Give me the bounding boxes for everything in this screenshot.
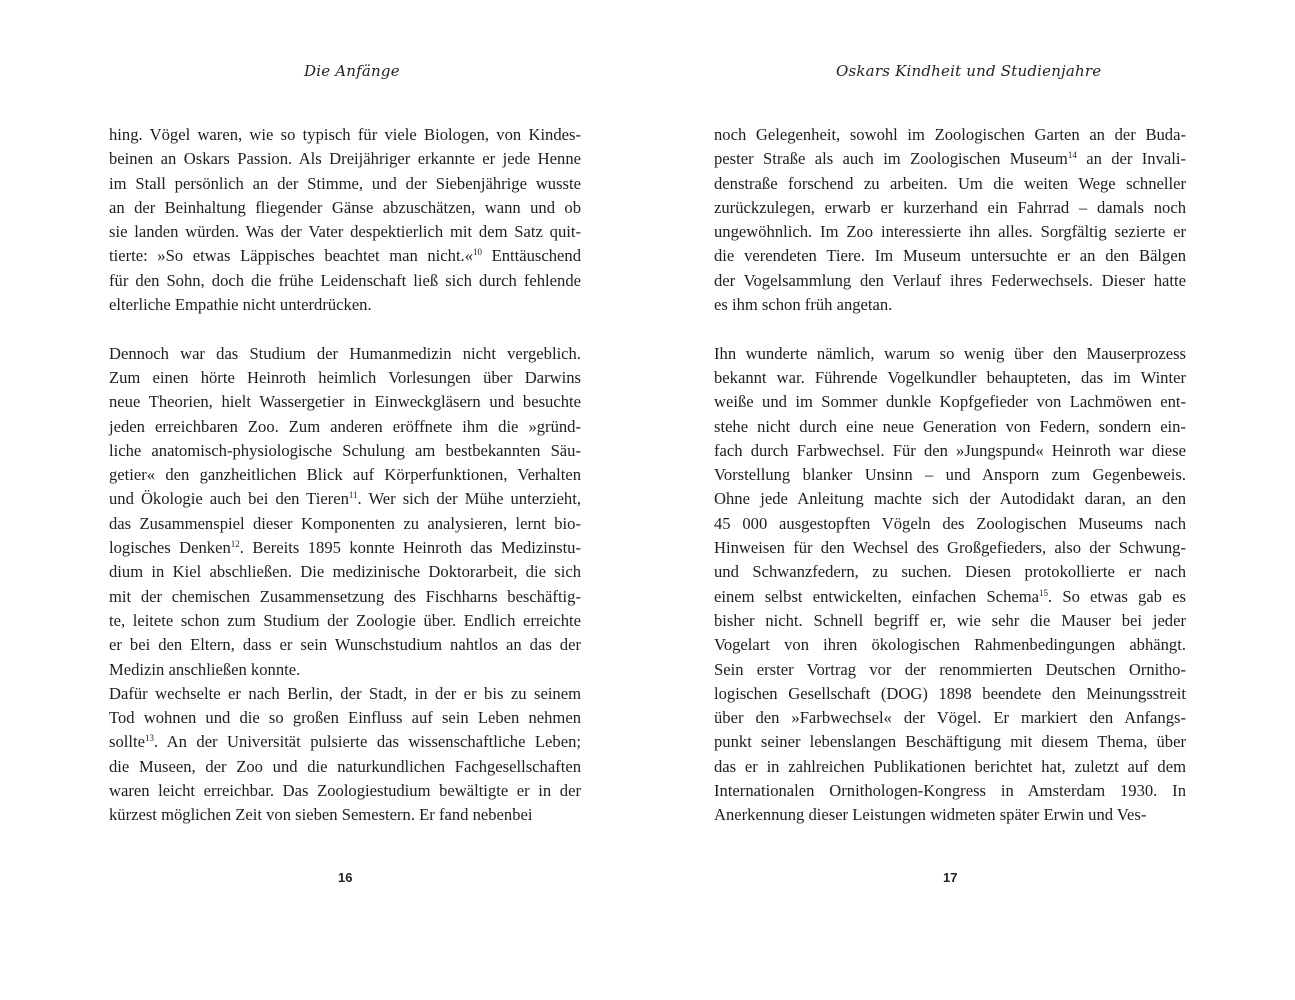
paragraph	[714, 342, 1186, 828]
text-line: logischen Gesellschaft (DOG) 1898 beendete den Meinungsstreit	[714, 683, 1186, 703]
footnote-marker: 11	[348, 490, 358, 501]
text-line: Zum einen hörte Heinroth heimlich Vorlesungen über Darwins	[109, 367, 581, 387]
text-line: im Stall persönlich an der Stimme, und der Siebenjährige wusste	[109, 173, 581, 193]
text-line: stehe nicht durch eine neue Generation von Federn, sondern ein-	[714, 416, 1186, 436]
text-line: mit der chemischen Zusammensetzung des Fischharns beschäftig-	[109, 586, 581, 606]
text-line: sollte$^{13}$. An der Universität pulsierte das wissenschaftliche Leben;	[109, 732, 581, 752]
footnote-marker: 15	[1039, 587, 1049, 598]
text-line: fach durch Farbwechsel. Für den »Jungspund« Heinroth war diese	[714, 440, 1186, 460]
text-line: die verendeten Tiere. Im Museum untersuchte er an den Bälgen	[714, 246, 1186, 266]
text-line: bisher nicht. Schnell begriff er, wie sehr die Mauser bei jeder	[714, 610, 1186, 630]
text-line: Sein erster Vortrag vor der renommierten Deutschen Ornitho-	[714, 659, 1186, 679]
footnote-marker: 12	[230, 539, 240, 550]
text-line: weiße und im Sommer dunkle Kopfgefieder von Lachmöwen ent-	[714, 392, 1186, 412]
paragraph	[109, 123, 581, 317]
text-line: Vogelart von ihren ökologischen Rahmenbedingungen abhängt.	[714, 635, 1186, 655]
text-line: elterliche Empathie nicht unterdrücken.	[109, 295, 372, 315]
text-line: sie landen würden. Was der Vater despektierlich mit dem Satz quit-	[109, 222, 581, 242]
running-head: Oskars Kindheit und Studienjahre	[836, 62, 1102, 80]
text-line: te, leitete schon zum Studium der Zoologie über. Endlich erreichte	[109, 610, 581, 630]
text-line: dium in Kiel abschließen. Die medizinische Doktorarbeit, die sich	[109, 562, 581, 582]
text-line: beinen an Oskars Passion. Als Dreijähriger erkannte er jede Henne	[109, 149, 581, 169]
text-line: Dennoch war das Studium der Humanmedizin nicht vergeblich.	[109, 343, 581, 363]
paragraph	[714, 123, 1186, 317]
footnote-marker: 14	[1067, 150, 1077, 161]
right-page	[647, 0, 1295, 1000]
footnote-marker: 13	[144, 733, 154, 744]
text-line: Ohne jede Anleitung machte sich der Autodidakt daran, an den	[714, 489, 1186, 509]
text-line: an der Beinhaltung fliegender Gänse abzuschätzen, wann und ob	[109, 197, 581, 217]
page-number: 17	[943, 870, 958, 885]
text-line: die Museen, der Zoo und die naturkundlichen Fachgesellschaften	[109, 756, 581, 776]
text-line: Internationalen Ornithologen-Kongress in Amsterdam 1930. In	[714, 781, 1186, 801]
text-line: einem selbst entwickelten, einfachen Schema$^{15}$. So etwas gab es	[714, 586, 1186, 606]
text-line: Vorstellung blanker Unsinn – und Ansporn zum Gegenbeweis.	[714, 465, 1186, 485]
text-line: das er in zahlreichen Publikationen berichtet hat, zuletzt auf dem	[714, 756, 1186, 776]
text-line: punkt seiner lebenslangen Beschäftigung mit diesem Thema, über	[714, 732, 1186, 752]
left-page	[0, 0, 647, 1000]
paragraph	[109, 682, 581, 828]
text-line: getier« den ganzheitlichen Blick auf Körperfunktionen, Verhalten	[109, 465, 581, 485]
text-line: jeden erreichbaren Zoo. Zum anderen eröffnete ihm die »gründ-	[109, 416, 581, 436]
text-line: es ihm schon früh angetan.	[714, 295, 893, 315]
body-text	[109, 123, 581, 828]
text-line: und Ökologie auch bei den Tieren$^{11}$. Wer sich der Mühe unterzieht,	[109, 489, 581, 509]
text-line: Dafür wechselte er nach Berlin, der Stadt, in der er bis zu seinem	[109, 683, 581, 703]
text-line: neue Theorien, hielt Wassergetier in Einweckgläsern und besuchte	[109, 392, 581, 412]
text-line: Medizin anschließen konnte.	[109, 659, 301, 679]
text-line: kürzest möglichen Zeit von sieben Semestern. Er fand nebenbei	[109, 805, 533, 825]
text-line: hing. Vögel waren, wie so typisch für viele Biologen, von Kindes-	[109, 125, 581, 144]
text-line: Tod wohnen und die so großen Einfluss auf sein Leben nehmen	[109, 708, 581, 728]
paragraph	[109, 342, 581, 682]
text-line: logisches Denken$^{12}$. Bereits 1895 konnte Heinroth das Medizinstu-	[109, 538, 582, 558]
text-line: zurückzulegen, erwarb er kurzerhand ein Fahrrad – damals noch	[714, 197, 1186, 217]
text-line: bekannt war. Führende Vogelkundler behaupteten, das im Winter	[714, 367, 1186, 387]
text-line: ungewöhnlich. Im Zoo interessierte ihn alles. Sorgfältig sezierte er	[714, 222, 1186, 242]
text-line: Ihn wunderte nämlich, warum so wenig über den Mauserprozess	[714, 343, 1186, 363]
text-line: pester Straße als auch im Zoologischen Museum$^{14}$ an der Invali-	[714, 149, 1186, 169]
body-text	[714, 123, 1186, 828]
text-line: liche anatomisch-physiologische Schulung am bestbekannten Säu-	[109, 440, 581, 460]
running-head: Die Anfänge	[304, 62, 400, 80]
text-line: noch Gelegenheit, sowohl im Zoologischen Garten an der Buda-	[714, 125, 1186, 144]
text-line: 45 000 ausgestopften Vögeln des Zoologischen Museums nach	[714, 513, 1186, 533]
text-line: für den Sohn, doch die frühe Leidenschaft ließ sich durch fehlende	[109, 270, 581, 290]
text-line: tierte: »So etwas Läppisches beachtet man nicht.«$^{10}$ Enttäuschend	[109, 246, 581, 266]
text-line: Hinweisen für den Wechsel des Großgefieders, also der Schwung-	[714, 538, 1186, 558]
text-line: Anerkennung dieser Leistungen widmeten später Erwin und Ves-	[714, 805, 1147, 825]
footnote-marker: 10	[473, 247, 482, 258]
text-line: waren leicht erreichbar. Das Zoologiestudium bewältigte er in der	[109, 781, 581, 801]
text-line: und Schwanzfedern, zu suchen. Diesen protokollierte er nach	[714, 562, 1186, 582]
page-number: 16	[338, 870, 353, 885]
text-line: das Zusammenspiel dieser Komponenten zu analysieren, lernt bio-	[109, 513, 581, 533]
text-line: über den »Farbwechsel« der Vögel. Er markiert den Anfangs-	[714, 708, 1186, 728]
text-line: denstraße forschend zu arbeiten. Um die weiten Wege schneller	[714, 173, 1186, 193]
text-line: der Vogelsammlung den Verlauf ihres Federwechsels. Dieser hatte	[714, 270, 1186, 290]
text-line: er bei den Eltern, dass er sein Wunschstudium nahtlos an das der	[109, 635, 581, 655]
